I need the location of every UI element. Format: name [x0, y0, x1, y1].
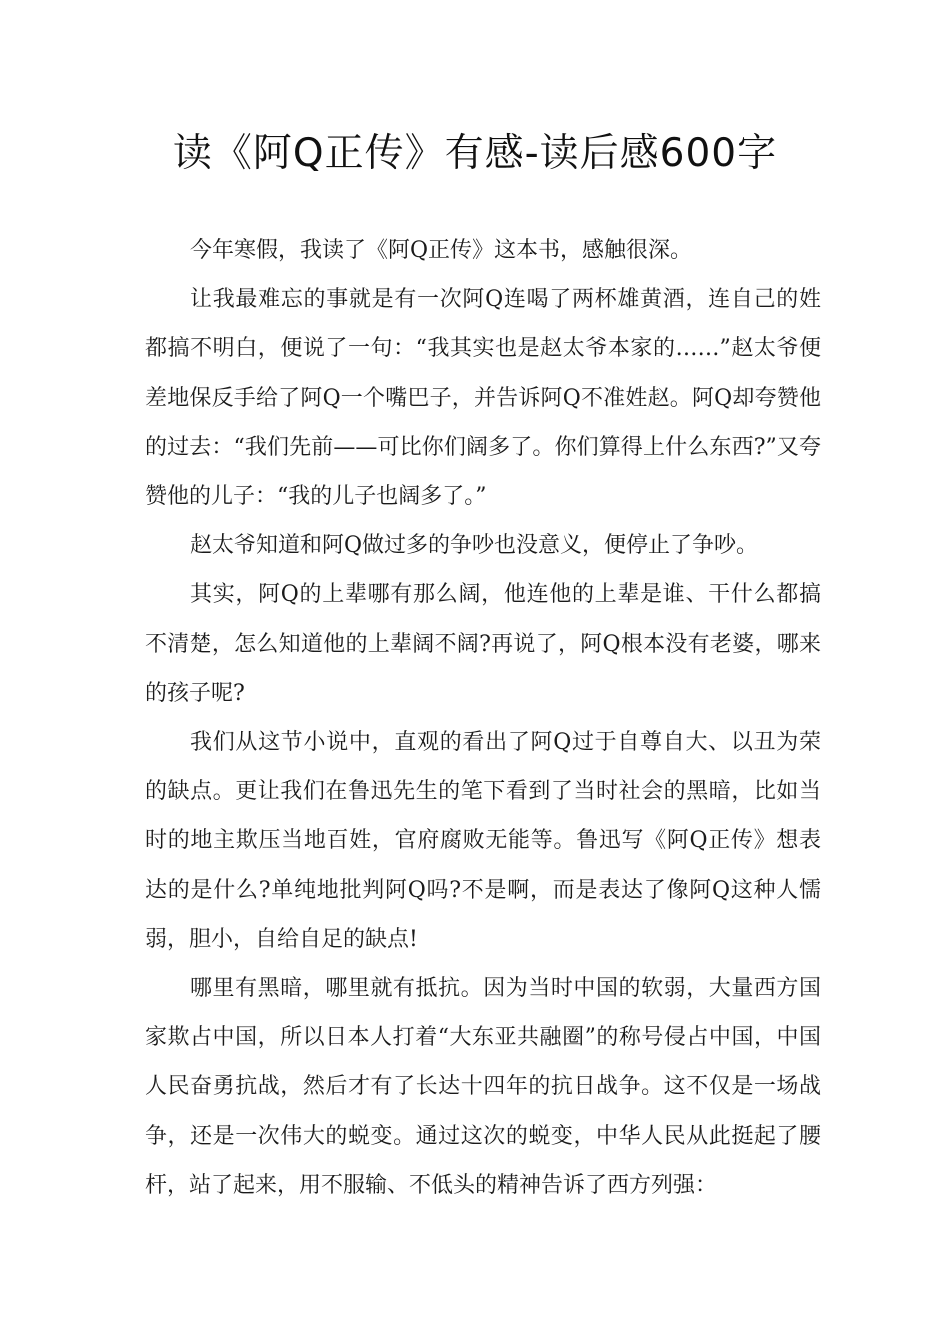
paragraph-5: 我们从这节小说中，直观的看出了阿Q过于自尊自大、以丑为荣的缺点。更让我们在鲁迅先生的笔下看到了当时社会的黑暗，比如当时的地主欺压当地百姓，官府腐败无能等。鲁迅写《阿Q正传》想表达的是什么?单纯地批判阿Q吗?不是啊，而是表达了像阿Q这种人懦弱，胆小，自给自足的缺点!: [145, 730, 821, 952]
paragraph-2: 让我最难忘的事就是有一次阿Q连喝了两杯雄黄酒，连自己的姓都搞不明白，便说了一句：“我其实也是赵太爷本家的……”赵太爷便差地保反手给了阿Q一个嘴巴子，并告诉阿Q不准姓赵。阿Q却夸赞他的过去：“我们先前——可比你们阔多了。你们算得上什么东西?”又夸赞他的儿子：“我的儿子也阔多了。”: [145, 287, 821, 510]
paragraph-4: 其实，阿Q的上辈哪有那么阔，他连他的上辈是谁、干什么都搞不清楚，怎么知道他的上辈阔不阔?再说了，阿Q根本没有老婆，哪来的孩子呢?: [145, 582, 821, 706]
paragraph-3: 赵太爷知道和阿Q做过多的争吵也没意义，便停止了争吵。: [190, 533, 759, 559]
paragraph-1: 今年寒假，我读了《阿Q正传》这本书，感触很深。: [190, 238, 693, 263]
document-title: 读《阿Q正传》有感-读后感600字: [172, 131, 778, 176]
paragraph-6: 哪里有黑暗，哪里就有抵抗。因为当时中国的软弱，大量西方国家欺占中国，所以日本人打着“大东亚共融圈”的称号侵占中国，中国人民奋勇抗战，然后才有了长达十四年的抗日战争。这不仅是一场战争，还是一次伟大的蜕变。通过这次的蜕变，中华人民从此挺起了腰杆，站了起来，用不服输、不低头的精神告诉了西方列强：: [145, 976, 821, 1198]
document-body: [145, 226, 821, 1210]
